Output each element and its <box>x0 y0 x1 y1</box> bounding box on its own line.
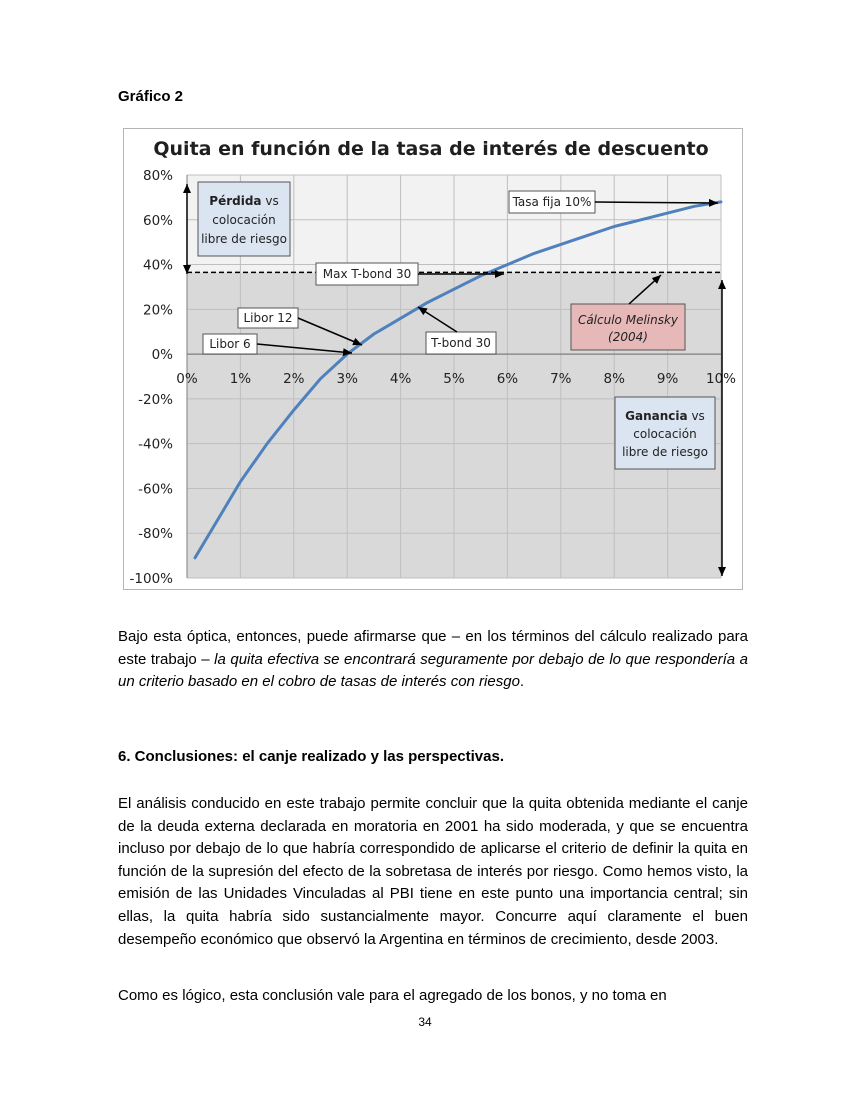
paragraph-final: Como es lógico, esta conclusión vale para el agregado de los bonos, y no toma en <box>118 987 667 1004</box>
y-tick-label: 20% <box>142 302 173 319</box>
y-tick-label: 40% <box>142 257 173 274</box>
perdida-label-line2: colocación <box>212 213 276 227</box>
x-tick-label: 3% <box>336 371 358 388</box>
x-tick-label: 5% <box>443 371 465 388</box>
y-tick-label: -100% <box>129 571 173 587</box>
y-tick-label: -40% <box>138 436 173 453</box>
y-tick-label: -60% <box>138 481 173 498</box>
y-tick-label: 0% <box>151 347 173 364</box>
y-tick-label: -80% <box>138 526 173 543</box>
libor6-label: Libor 6 <box>209 337 251 351</box>
y-tick-label: 60% <box>142 212 173 229</box>
x-tick-label: 9% <box>656 371 679 388</box>
y-tick-label: 80% <box>142 168 173 184</box>
max-tbond-label: Max T-bond 30 <box>322 267 412 281</box>
quita-chart <box>124 129 744 591</box>
x-tick-label: 2% <box>283 371 305 388</box>
y-tick-label: -20% <box>138 391 173 408</box>
ganancia-label-line2: colocación <box>633 427 697 441</box>
x-tick-label: 7% <box>550 371 572 388</box>
section-heading: 6. Conclusiones: el canje realizado y las perspectivas. <box>118 748 505 765</box>
tbond30-label: T-bond 30 <box>431 336 491 350</box>
paragraph-conclusiones: El análisis conducido en este trabajo permite concluir que la quita obtenida mediante el canje de la deuda externa declarada en moratoria en 2001 ha sido moderada, y que se encuentra incluso por debajo de lo que habría correspondido de aplicarse el criterio de definir la quita en función de la supresión del efecto de la sobretasa de interés por riesgo. Como hemos visto, la emisión de las Unidades Vinculadas al PBI tiene en este punto una importancia central; sin ellas, la quita habría sido sustancialmente mayor. Concurre aquí claramente el buen desempeño económico que observó la Argentina en términos de crecimiento, desde 2003. <box>118 795 748 948</box>
figure-label: Gráfico 2 <box>118 88 184 105</box>
x-tick-label: 4% <box>389 371 412 388</box>
para1-end: . <box>519 673 525 691</box>
x-tick-label: 0% <box>176 371 198 388</box>
perdida-label-line3: libre de riesgo <box>201 232 287 246</box>
ganancia-label-line3: libre de riesgo <box>622 445 708 459</box>
tasa-fija-arrow <box>595 202 718 203</box>
x-tick-label: 8% <box>603 371 625 388</box>
para1-italic: la quita efectiva se encontrará seguramente por debajo de lo que respondería a un criterio basado en el cobro de tasas de interés con riesgo <box>118 650 749 691</box>
x-tick-label: 1% <box>229 371 252 388</box>
perdida-label: Pérdida vs <box>209 194 279 208</box>
page-number: 34 <box>418 1015 432 1029</box>
melinsky-label-line2: (2004) <box>608 330 648 344</box>
libor12-label: Libor 12 <box>243 311 293 325</box>
para1-text: Bajo esta óptica, entonces, puede afirmarse que – en los términos del cálculo realizado para este trabajo – <box>118 628 748 668</box>
x-tick-label: 6% <box>496 371 519 388</box>
chart-title: Quita en función de la tasa de interés de descuento <box>153 138 709 160</box>
paragraph-quita-efectiva <box>118 626 748 694</box>
x-tick-label: 10% <box>705 371 737 388</box>
tasa-fija-label: Tasa fija 10% <box>512 195 592 209</box>
ganancia-label: Ganancia vs <box>625 409 705 423</box>
melinsky-label-line1: Cálculo Melinsky <box>577 313 679 327</box>
chart-frame <box>123 128 743 590</box>
